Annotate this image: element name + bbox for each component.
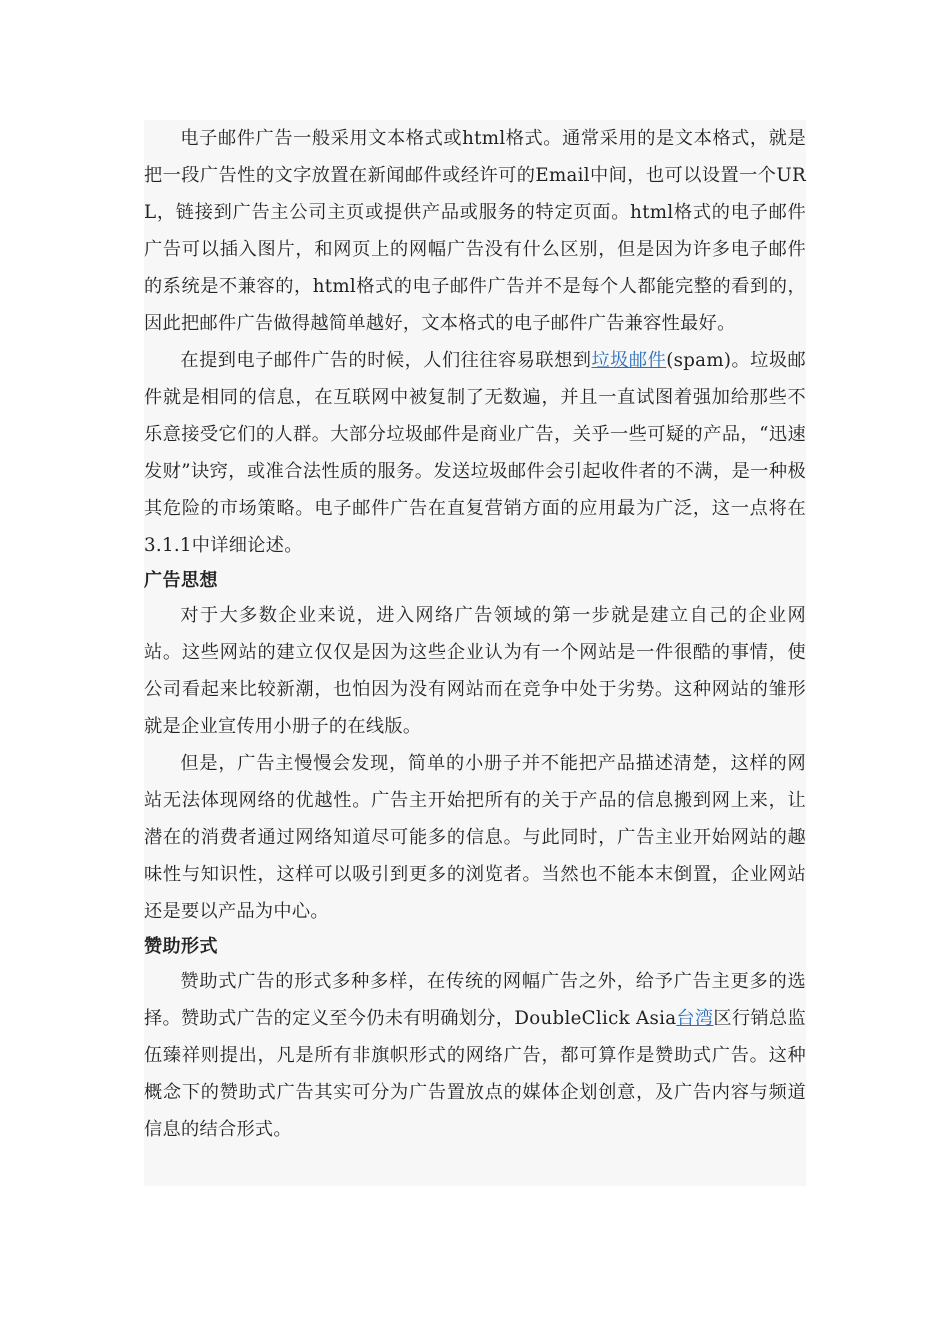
paragraph-text: 赞助式广告的形式多种多样，在传统的网幅广告之外，给予广告主更多的选择。赞助式广告的定义至今仍未有明确划分，DoubleClick Asia (144, 971, 806, 1029)
paragraph-text: (spam)。垃圾邮件就是相同的信息，在互联网中被复制了无数遍，并且一直试图着强加给那些不乐意接受它们的人群。大部分垃圾邮件是商业广告，关乎一些可疑的产品，“迅速发财”诀窍，或准合法性质的服务。发送垃圾邮件会引起收件者的不满，是一种极其危险的市场策略。电子邮件广告在直复营销方面的应用最为广泛，这一点将在3.1.1中详细论述。 (144, 350, 806, 556)
taiwan-link[interactable]: 台湾 (676, 1008, 714, 1029)
paragraph-spam (144, 342, 806, 564)
section-heading-sponsorship: 赞助形式 (144, 936, 218, 957)
paragraph-email-ad-format: 电子邮件广告一般采用文本格式或html格式。通常采用的是文本格式，就是把一段广告性的文字放置在新闻邮件或经许可的Email中间，也可以设置一个URL，链接到广告主公司主页或提供产品或服务的特定页面。html格式的电子邮件广告可以插入图片，和网页上的网幅广告没有什么区别，但是因为许多电子邮件的系统是不兼容的，html格式的电子邮件广告并不是每个人都能完整的看到的，因此把邮件广告做得越简单越好，文本格式的电子邮件广告兼容性最好。 (144, 128, 806, 334)
paragraph-sponsorship-ads (144, 963, 806, 1148)
section-heading-ad-thinking: 广告思想 (144, 570, 218, 591)
paragraph-advertiser-discovery: 但是，广告主慢慢会发现，简单的小册子并不能把产品描述清楚，这样的网站无法体现网络的优越性。广告主开始把所有的关于产品的信息搬到网上来，让潜在的消费者通过网络知道尽可能多的信息。与此同时，广告主业开始网站的趣味性与知识性，这样可以吸引到更多的浏览者。当然也不能本末倒置，企业网站还是要以产品为中心。 (144, 753, 806, 922)
paragraph-text: 区行销总监伍臻祥则提出，凡是所有非旗帜形式的网络广告，都可算作是赞助式广告。这种概念下的赞助式广告其实可分为广告置放点的媒体企划创意，及广告内容与频道信息的结合形式。 (144, 1008, 806, 1140)
paragraph-text: 在提到电子邮件广告的时候，人们往往容易联想到 (180, 350, 592, 371)
document-body (144, 120, 806, 1186)
spam-link[interactable]: 垃圾邮件 (591, 350, 667, 371)
paragraph-enterprise-website: 对于大多数企业来说，进入网络广告领域的第一步就是建立自己的企业网站。这些网站的建立仅仅是因为这些企业认为有一个网站是一件很酷的事情，使公司看起来比较新潮，也怕因为没有网站而在竞争中处于劣势。这种网站的雏形就是企业宣传用小册子的在线版。 (144, 605, 806, 737)
